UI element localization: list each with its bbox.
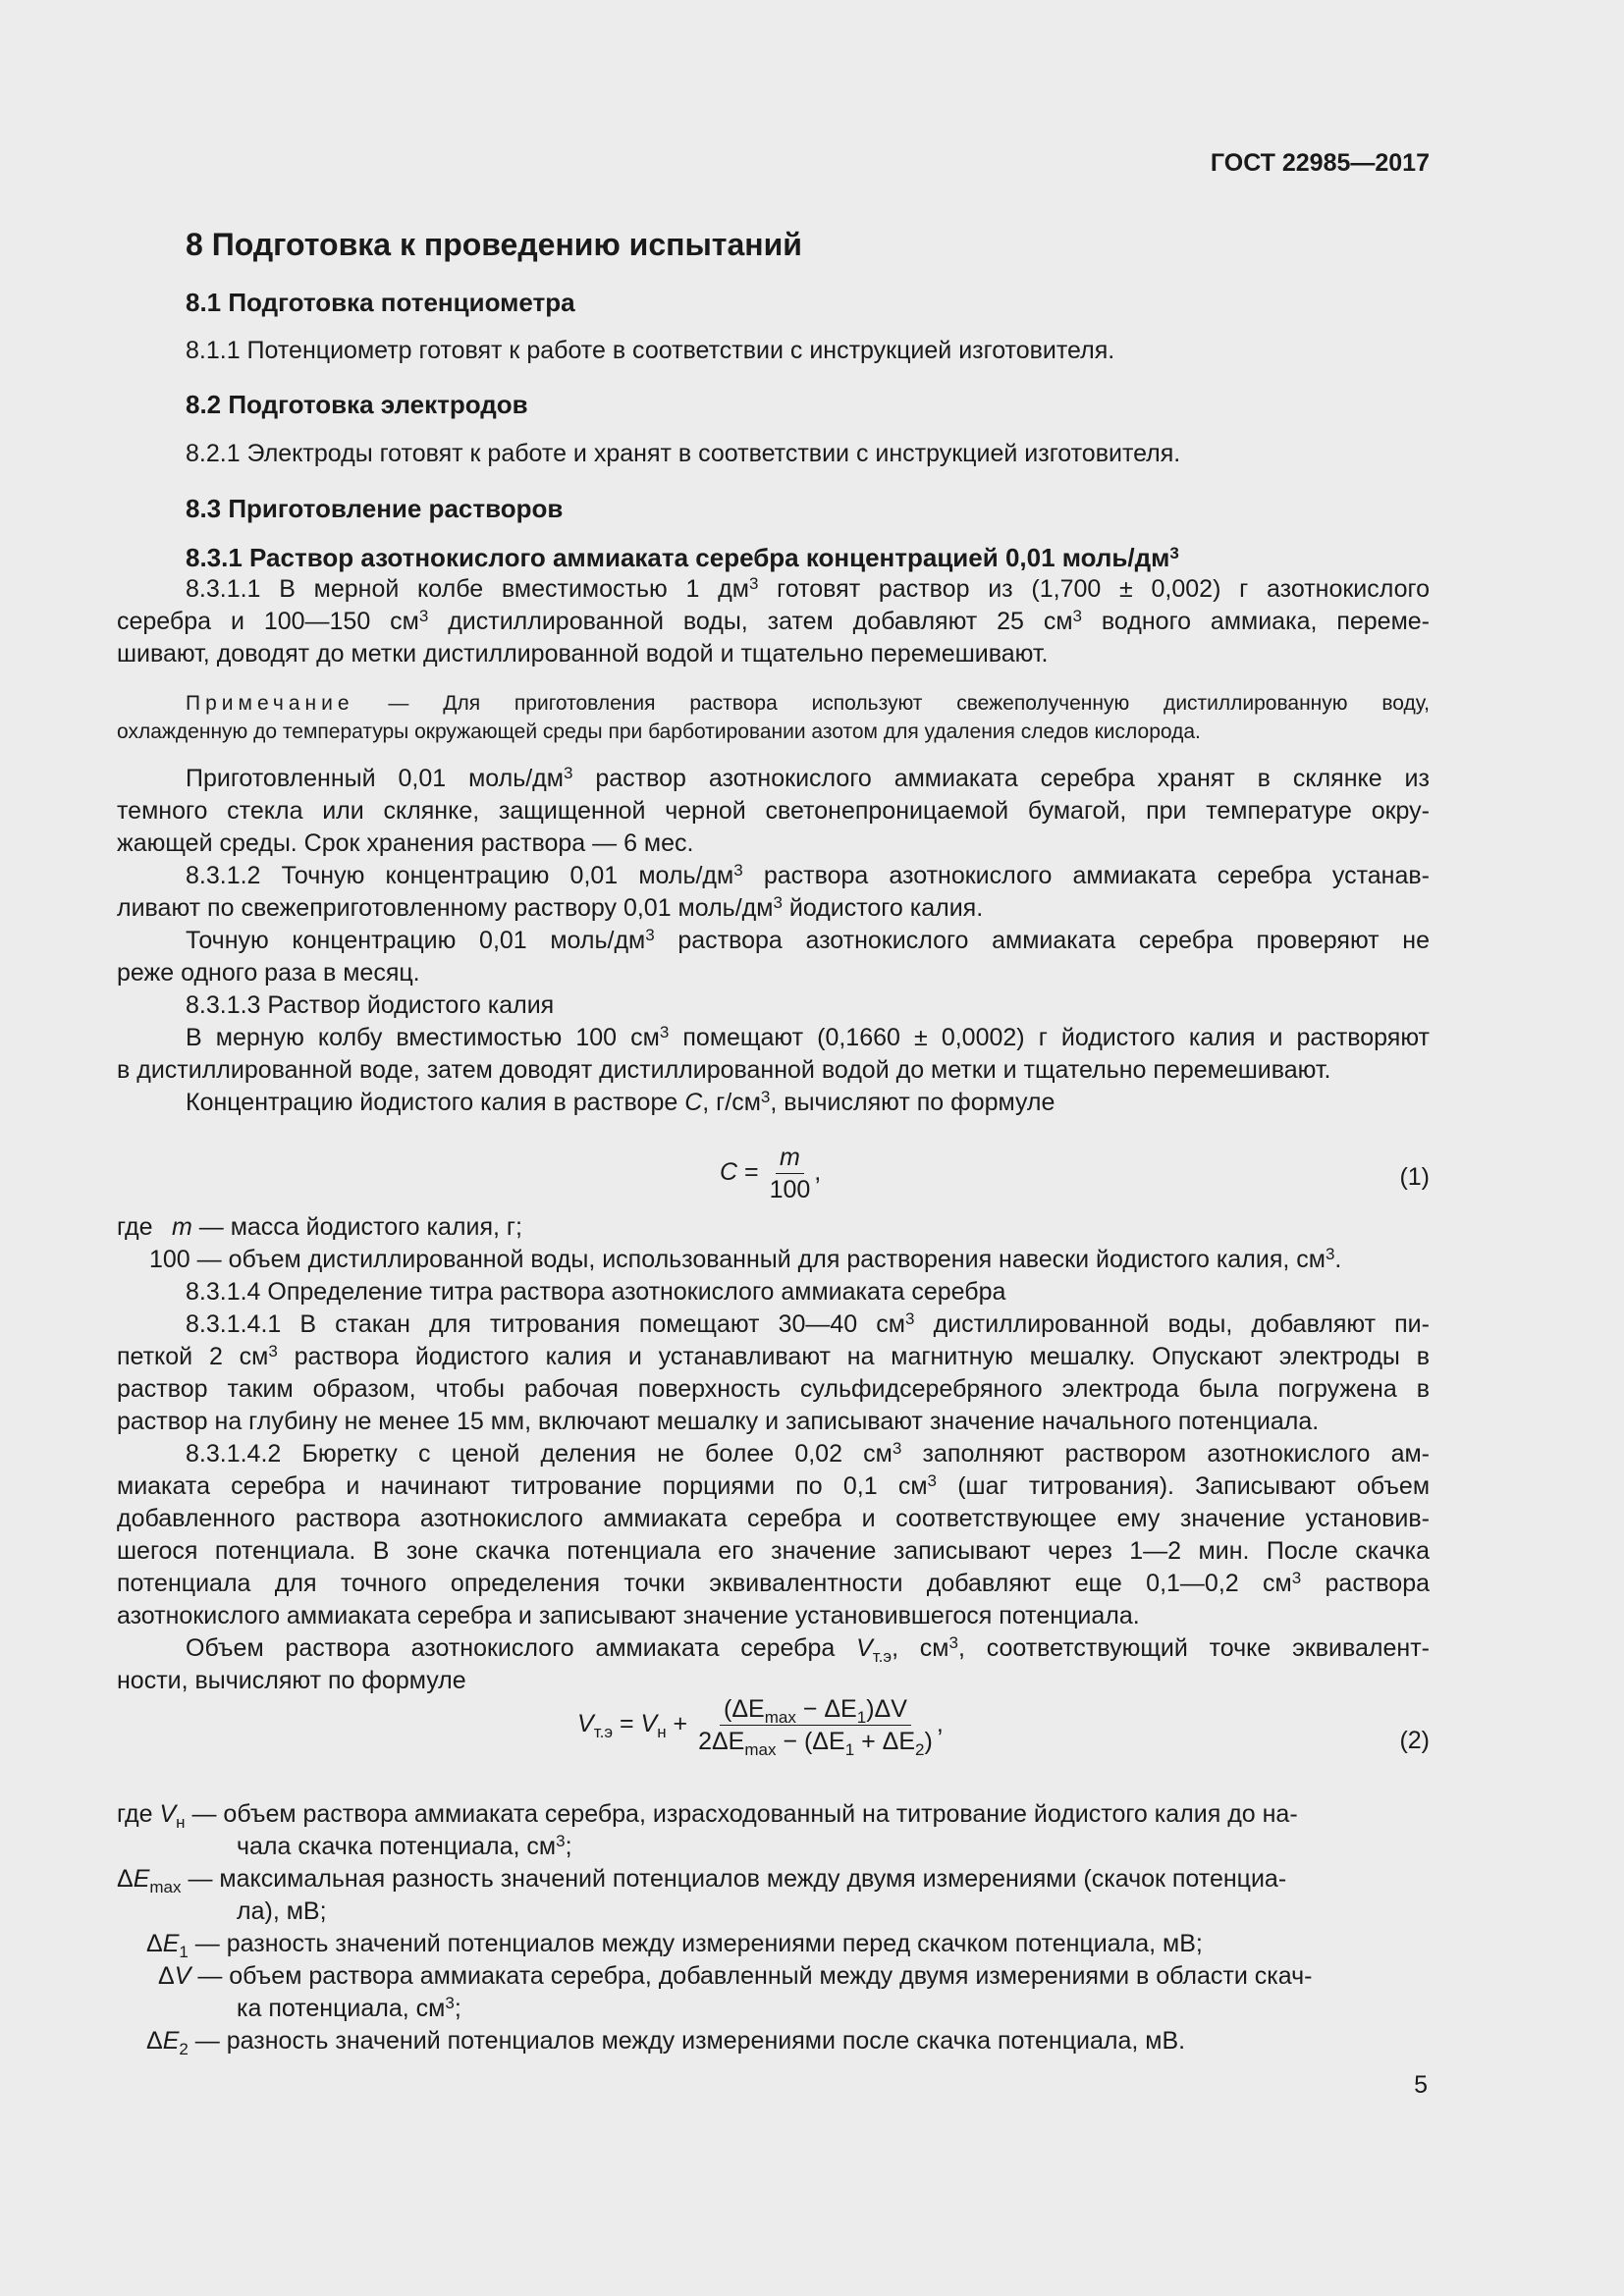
- para-8-3-1-4-1-line: петкой 2 $см^3$ раствора йодистого калия и устанавливают на магнитную мешалку. Опускают электроды в: [117, 1342, 1430, 1370]
- para-8-3-1-3-line: Концентрацию йодистого калия в растворе С, $г/см^3$, вычисляют по формуле: [186, 1088, 1056, 1116]
- storage-line: Приготовленный 0,01 моль/$дм^3$ раствор азотнокислого аммиаката серебра хранят в склянке из: [186, 764, 1430, 792]
- para-8-3-1-4-title: 8.3.1.4 Определение титра раствора азотнокислого аммиаката серебра: [186, 1278, 1006, 1306]
- volume-line: Объем раствора азотнокислого аммиаката серебра $V_{т.э}$, $см^3$, соответствующий точке эквивалент-: [186, 1633, 1430, 1666]
- para-8-3-1-4-2-line: шегося потенциала. В зоне скачка потенциала его значение записывают через 1—2 мин. После скачка: [117, 1537, 1430, 1565]
- para-8-3-1-4-2-line: потенциала для точного определения точки эквивалентности добавляют еще 0,1—0,2 $см^3$ раствора: [117, 1569, 1430, 1597]
- note-label: Примечание: [186, 692, 354, 715]
- where-line: ΔV — объем раствора аммиаката серебра, добавленный между двумя измерениями в области скач-: [158, 1962, 1313, 1990]
- section-8-3-title: 8.3 Приготовление растворов: [186, 494, 564, 523]
- para-8-3-1-1-line: 8.3.1.1 В мерной колбе вместимостью 1 $дм^3$ готовят раствор из (1,700 ± 0,002) г азотнокислого: [186, 574, 1431, 603]
- note-line: Примечание — Для приготовления раствора используют свежеполученную дистиллированную воду,: [186, 692, 1430, 715]
- para-8-3-1-3-title: 8.3.1.3 Раствор йодистого калия: [186, 991, 555, 1019]
- para-8-3-1-2-line: ливают по свежеприготовленному раствору 0,01 моль/$дм^3$ йодистого калия.: [117, 893, 984, 922]
- para-8-3-1-2-line: 8.3.1.2 Точную концентрацию 0,01 моль/$дм^3$ раствора азотнокислого аммиаката серебра устанав-: [186, 861, 1430, 889]
- para-8-2-1: 8.2.1 Электроды готовят к работе и хранят в соответствии с инструкцией изготовителя.: [186, 440, 1181, 467]
- note-line: охлажденную до температуры окружающей среды при барботировании азотом для удаления следов кислорода.: [117, 721, 1201, 743]
- storage-line: жающей среды. Срок хранения раствора — 6 мес.: [117, 829, 694, 857]
- section-8-3-1-title: 8.3.1 Раствор азотнокислого аммиаката серебра концентрацией 0,01 моль/$дм^3$: [186, 543, 1179, 572]
- para-8-1-1: 8.1.1 Потенциометр готовят к работе в соответствии с инструкцией изготовителя.: [186, 337, 1115, 364]
- formula-1: C = $\frac{m}{100}$ ,: [720, 1144, 822, 1203]
- para-8-3-1-3-line: В мерную колбу вместимостью 100 $см^3$ помещают (0,1660 ± 0,0002) г йодистого калия и растворяют: [186, 1023, 1430, 1051]
- para-8-3-1-4-1-line: 8.3.1.4.1 В стакан для титрования помещают 30—40 $см^3$ дистиллированной воды, добавляют пи-: [186, 1309, 1430, 1338]
- where-line: ка потенциала, $см^3$;: [237, 1994, 461, 2022]
- where-line: $\Delta E_{max}$ — максимальная разность значений потенциалов между двумя измерениями (скачок потенциа-: [117, 1865, 1287, 1896]
- where-line: $\Delta E_2$ — разность значений потенциалов между измерениями после скачка потенциала, мВ.: [146, 2027, 1186, 2058]
- where-line: где $V_н$ — объем раствора аммиаката серебра, израсходованный на титрование йодистого калия до на-: [117, 1800, 1298, 1832]
- para-8-3-1-4-2-line: добавленного раствора азотнокислого аммиаката серебра и соответствующее ему значение установив-: [117, 1505, 1430, 1532]
- para-8-3-1-4-2-line: азотнокислого аммиаката серебра и записывают значение установившегося потенциала.: [117, 1602, 1140, 1629]
- formula-2-number: (2): [1399, 1727, 1430, 1754]
- check-line: Точную концентрацию 0,01 моль/$дм^3$ раствора азотнокислого аммиаката серебра проверяют не: [186, 926, 1430, 954]
- storage-line: темного стекла или склянке, защищенной черной светонепроницаемой бумагой, при температуре окру-: [117, 797, 1430, 825]
- formula-2: $V_{т.э} = V_н$ + $\frac{(\Delta E_{max} - \Delta E_1)\Delta V}{2\Delta E_{max} - (\Delta E_1 + \Delta E_2)}$ ,: [577, 1695, 944, 1759]
- para-8-3-1-4-1-line: раствор таким образом, чтобы рабочая поверхность сульфидсеребряного электрода была погружена в: [117, 1375, 1430, 1403]
- where-line: m — масса йодистого калия, г;: [172, 1213, 522, 1241]
- where-line: $\Delta E_1$ — разность значений потенциалов между измерениями перед скачком потенциала, мВ;: [146, 1930, 1203, 1961]
- para-8-3-1-1-line: серебра и 100—150 $см^3$ дистиллированной воды, затем добавляют 25 $см^3$ водного аммиака, переме-: [117, 607, 1430, 635]
- section-8-2-title: 8.2 Подготовка электродов: [186, 390, 528, 419]
- where-line: 100 — объем дистиллированной воды, использованный для растворения навески йодистого калия, $см^3$.: [149, 1245, 1342, 1273]
- para-8-3-1-4-1-line: раствор на глубину не менее 15 мм, включают мешалку и записывают значение начального потенциала.: [117, 1408, 1320, 1435]
- where-line: где: [117, 1213, 153, 1241]
- section-8-title: 8 Подготовка к проведению испытаний: [186, 227, 802, 262]
- para-8-3-1-4-2-line: миаката серебра и начинают титрование порциями по 0,1 $см^3$ (шаг титрования). Записывают объем: [117, 1471, 1431, 1500]
- volume-line: ности, вычисляют по формуле: [117, 1667, 466, 1694]
- section-8-1-title: 8.1 Подготовка потенциометра: [186, 288, 575, 317]
- where-line: ла), мВ;: [237, 1897, 327, 1925]
- document-header: ГОСТ 22985—2017: [1210, 149, 1430, 177]
- check-line: реже одного раза в месяц.: [117, 959, 420, 987]
- para-8-3-1-1-line: шивают, доводят до метки дистиллированной водой и тщательно перемешивают.: [117, 640, 1049, 667]
- page-number: 5: [1414, 2071, 1428, 2099]
- para-8-3-1-3-line: в дистиллированной воде, затем доводят дистиллированной водой до метки и тщательно перемешивают.: [117, 1056, 1331, 1084]
- where-line: чала скачка потенциала, $см^3$;: [237, 1832, 572, 1860]
- formula-1-number: (1): [1399, 1163, 1430, 1191]
- para-8-3-1-4-2-line: 8.3.1.4.2 Бюретку с ценой деления не более 0,02 $см^3$ заполняют раствором азотнокислого ам-: [186, 1439, 1431, 1468]
